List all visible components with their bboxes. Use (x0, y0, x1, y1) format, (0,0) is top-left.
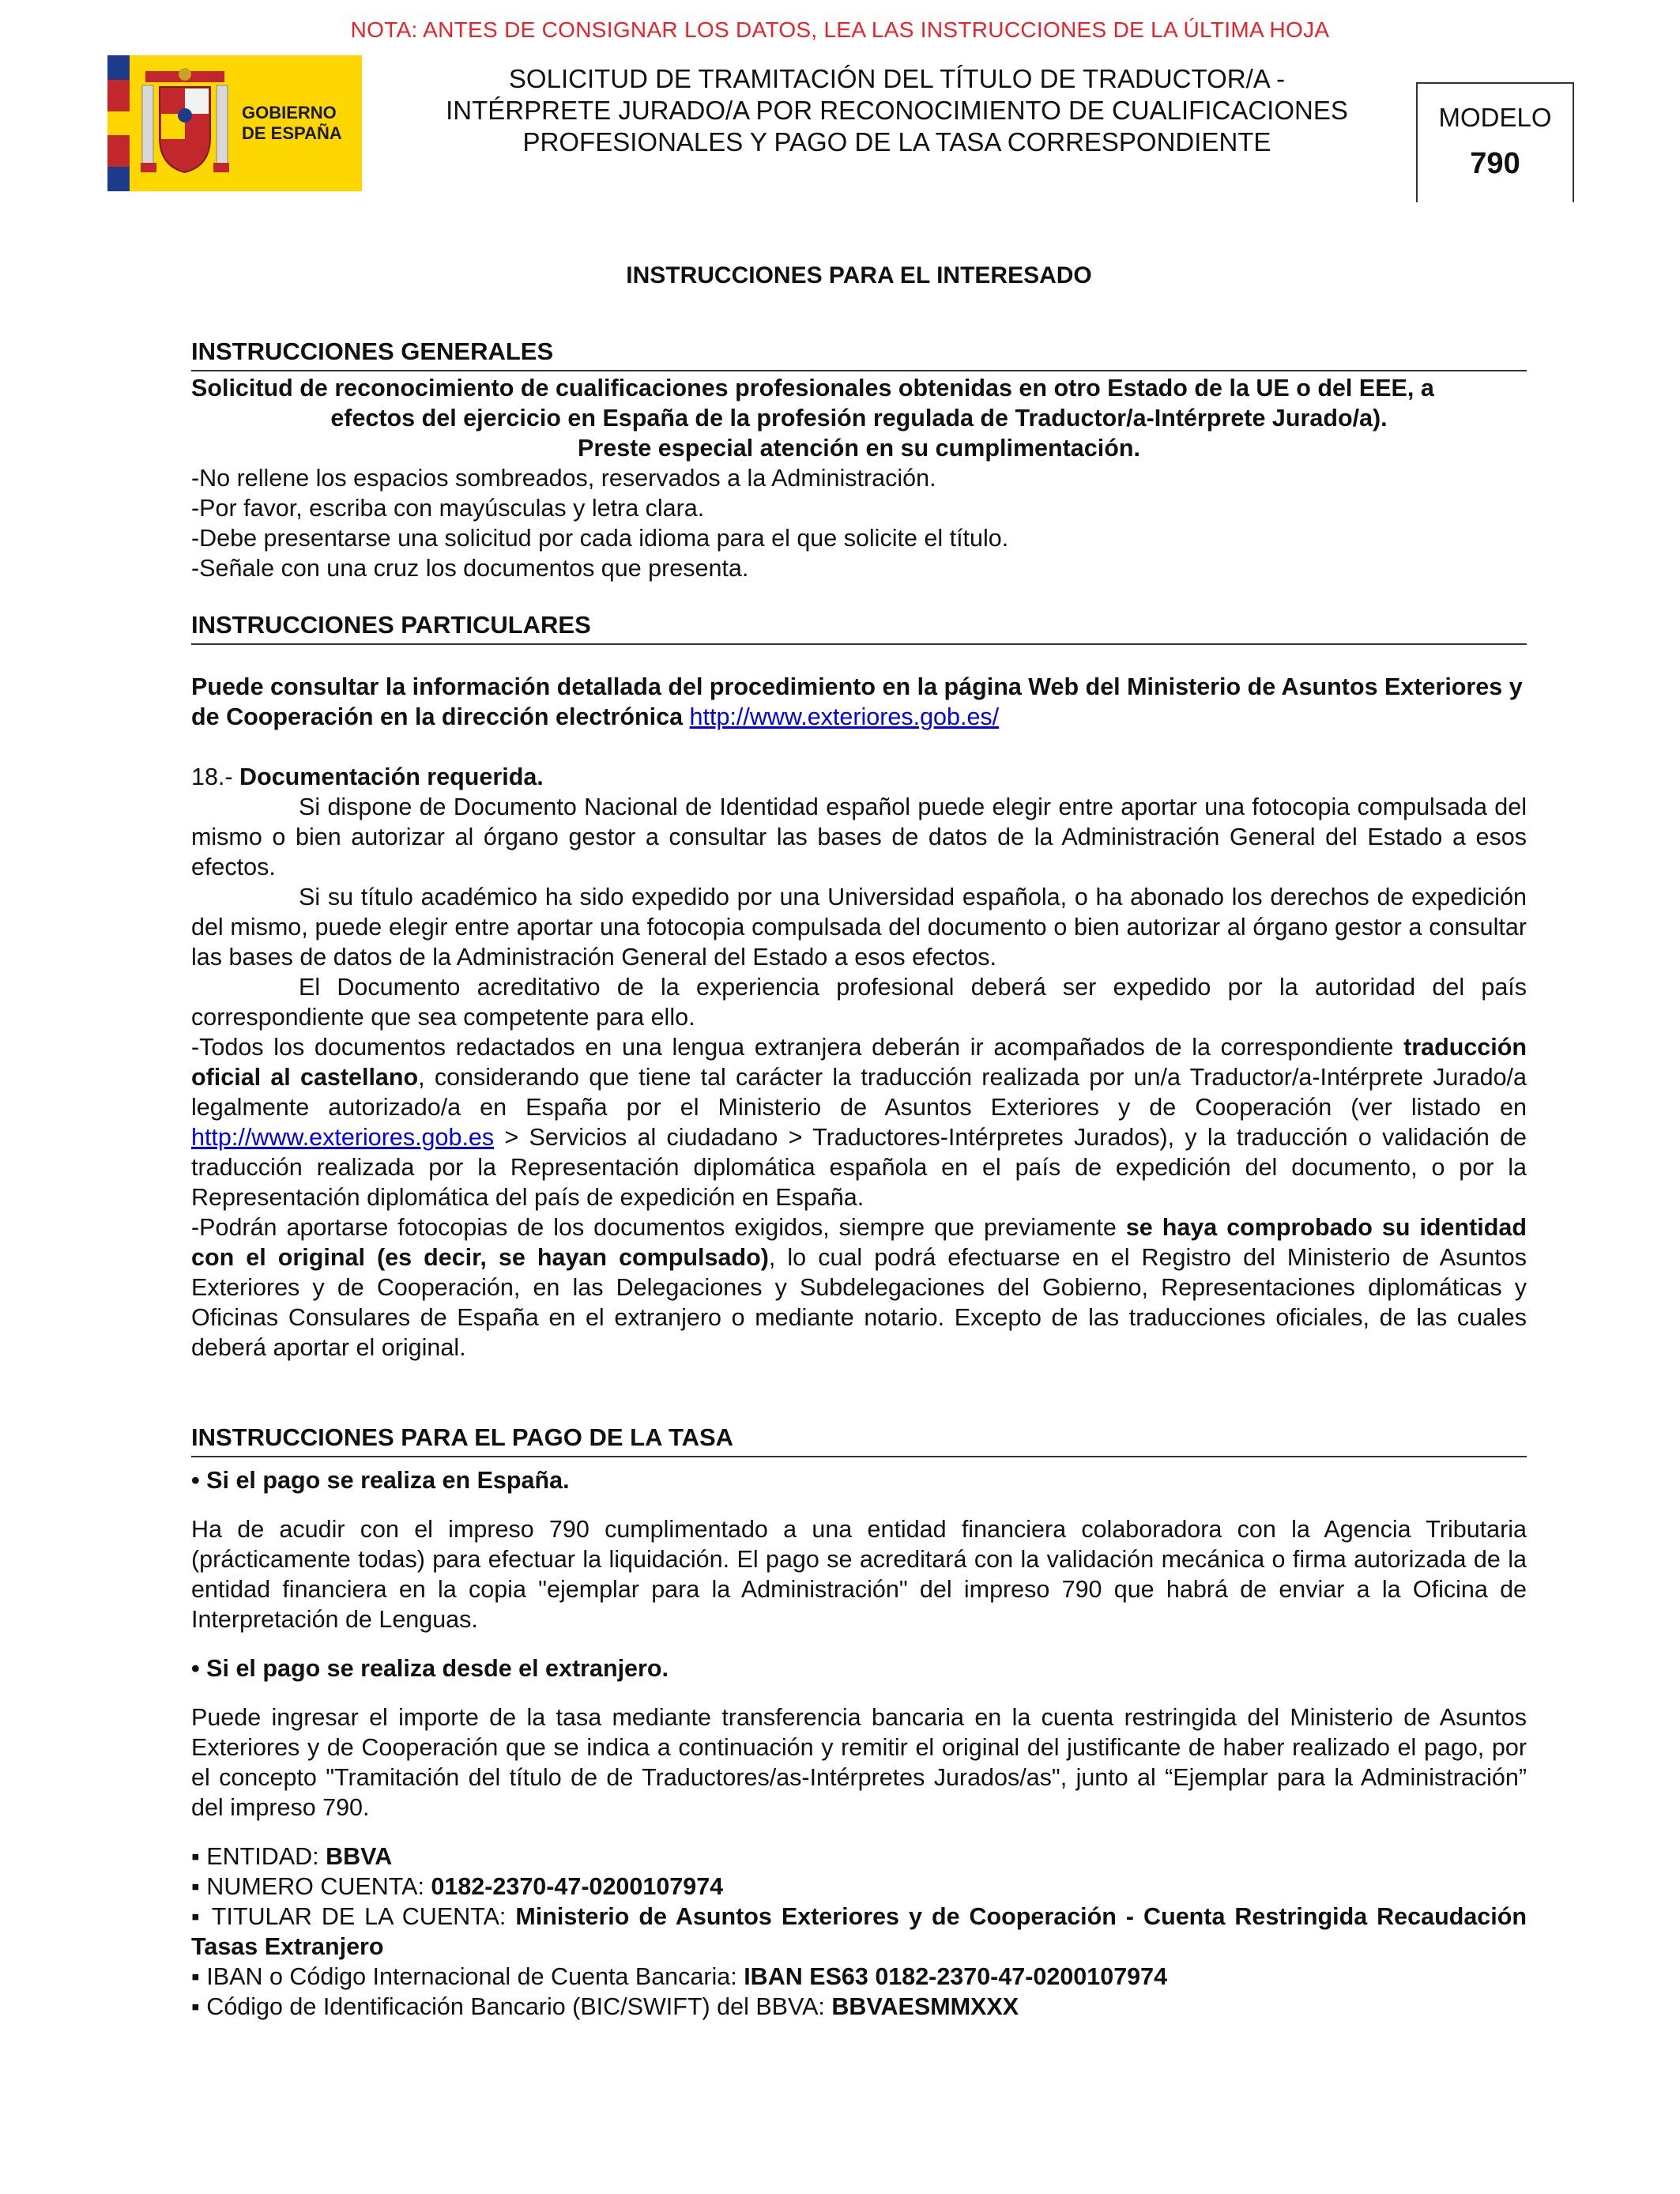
doc-paragraph: El Documento acreditativo de la experiencia profesional deberá ser expedido por la autoridad del país correspondiente que sea competente para ello. (191, 974, 1527, 1031)
flag-stripe (107, 55, 130, 191)
exteriores-link-2[interactable]: http://www.exteriores.gob.es (191, 1124, 495, 1151)
generales-item: -Señale con una cruz los documentos que presenta. (191, 555, 749, 582)
modelo-box (1416, 82, 1574, 202)
form-title-line: INTÉRPRETE JURADO/A POR RECONOCIMIENTO DE CUALIFICACIONES (446, 96, 1348, 125)
logo-text-line2: DE ESPAÑA (242, 123, 342, 143)
logo-text-line1: GOBIERNO (242, 103, 337, 123)
section-heading-generales: INSTRUCCIONES GENERALES (191, 337, 1527, 371)
doc-paragraph: Si dispone de Documento Nacional de Identidad español puede elegir entre aportar una fotocopia compulsada del mismo o bien autorizar al órgano gestor a consultar las bases de datos de la Administración General del Estado a esos efectos. (191, 794, 1527, 880)
generales-item: -Debe presentarse una solicitud por cada idioma para el que solicite el título. (191, 525, 1009, 552)
bank-label: NUMERO CUENTA: (206, 1873, 431, 1900)
bank-value: BBVA (326, 1843, 393, 1870)
generales-item: -Por favor, escriba con mayúsculas y letra clara. (191, 495, 705, 522)
form-title (387, 63, 1407, 158)
doc-heading (191, 762, 1527, 792)
form-title-line: SOLICITUD DE TRAMITACIÓN DEL TÍTULO DE TRADUCTOR/A - (508, 64, 1286, 93)
generales-bold-line: Solicitud de reconocimiento de cualificaciones profesionales obtenidas en otro Estado de la UE o del EEE, a (191, 375, 1434, 401)
bank-item (191, 1962, 1527, 1992)
doc-text-bold: traducción oficial al castellano (191, 1034, 1527, 1091)
instructions-body (191, 261, 1527, 2022)
bank-label: Código de Identificación Bancario (BIC/SWIFT) del BBVA: (206, 1993, 832, 2020)
section-heading-particulares: INSTRUCCIONES PARTICULARES (191, 610, 1527, 645)
doc-heading-text: Documentación requerida. (239, 763, 544, 790)
pago-extranjero-text: Puede ingresar el importe de la tasa mediante transferencia bancaria en la cuenta restringida del Ministerio de Asuntos Exteriores y de Cooperación que se indica a continuación y remitir el original del justificante de haber realizado el pago, por el concepto "Tramitación del título de de Traductores/as-Intérpretes Jurados/as", junto al “Ejemplar para la Administración” del impreso 790. (191, 1704, 1527, 1821)
bank-label: ENTIDAD: (206, 1843, 326, 1870)
bank-label: IBAN o Código Internacional de Cuenta Bancaria: (206, 1963, 744, 1990)
doc-text: > Servicios al ciudadano > Traductores-Intérpretes Jurados), y la traducción o validación de traducción realizada por la Representación diplomática española en el país de expedición del documento, o por la Representación diplomática del país de expedición en España. (191, 1124, 1527, 1211)
bank-value: Ministerio de Asuntos Exteriores y de Cooperación - Cuenta Restringida Recaudación Tasas Extranjero (191, 1903, 1527, 1960)
doc-number: 18.- (191, 763, 233, 790)
generales-item: -No rellene los espacios sombreados, reservados a la Administración. (191, 465, 936, 492)
generales-bold-line: Preste especial atención en su cumplimentación. (578, 435, 1140, 462)
logo-text (242, 103, 342, 144)
doc-paragraph: Si su título académico ha sido expedido por una Universidad española, o ha abonado los derechos de expedición del mismo, puede elegir entre aportar una fotocopia compulsada del documento o bien autorizar al órgano gestor a consultar las bases de datos de la Administración General del Estado a esos efectos. (191, 884, 1527, 971)
gobierno-de-espana-logo (107, 55, 362, 191)
particulares-intro-text: Puede consultar la información detallada del procedimiento en la página Web del Ministerio de Asuntos Exteriores y de Cooperación en la dirección electrónica (191, 673, 1523, 730)
doc-text-bold: se haya comprobado su identidad con el original (es decir, se hayan compulsado) (191, 1214, 1527, 1271)
bank-label: TITULAR DE LA CUENTA: (211, 1903, 516, 1930)
doc-text: , lo cual podrá efectuarse en el Registro del Ministerio de Asuntos Exteriores y de Cooperación, en las Delegaciones y Subdelegaciones del Gobierno, Representaciones diplomáticas y Oficinas Consulares de España en el extranjero o mediante notario. Excepto de las traducciones oficiales, de las cuales deberá aportar el original. (191, 1244, 1527, 1361)
doc-text: -Todos los documentos redactados en una lengua extranjera deberán ir acompañados de la correspondiente (191, 1034, 1394, 1061)
generales-bold-line: efectos del ejercicio en España de la profesión regulada de Traductor/a-Intérprete Jurado/a). (330, 405, 1388, 432)
bank-item (191, 1872, 1527, 1902)
doc-paragraph (191, 1032, 1527, 1212)
bank-item (191, 1842, 1527, 1872)
modelo-number: 790 (1470, 147, 1520, 180)
section-heading-pago: INSTRUCCIONES PARA EL PAGO DE LA TASA (191, 1423, 1527, 1457)
doc-text: , considerando que tiene tal carácter la traducción realizada por un/a Traductor/a-Intérprete Jurado/a legalmente autorizado/a en España por el Ministerio de Asuntos Exteriores y de Cooperación (ver listado en (191, 1064, 1527, 1121)
bank-item (191, 1992, 1527, 2022)
top-note: NOTA: ANTES DE CONSIGNAR LOS DATOS, LEA LAS INSTRUCCIONES DE LA ÚLTIMA HOJA (350, 17, 1330, 42)
coat-of-arms-icon (137, 68, 232, 179)
pago-extranjero-heading: • Si el pago se realiza desde el extranjero. (191, 1655, 669, 1682)
bank-item (191, 1902, 1527, 1962)
bank-value: 0182-2370-47-0200107974 (431, 1873, 724, 1900)
pago-espana-heading: • Si el pago se realiza en España. (191, 1467, 570, 1494)
particulares-intro (191, 672, 1527, 732)
doc-paragraph (191, 1212, 1527, 1363)
modelo-label: MODELO (1438, 103, 1552, 132)
exteriores-link[interactable]: http://www.exteriores.gob.es/ (689, 703, 1000, 730)
doc-text: -Podrán aportarse fotocopias de los documentos exigidos, siempre que previamente (191, 1214, 1117, 1241)
pago-espana-text: Ha de acudir con el impreso 790 cumplimentado a una entidad financiera colaboradora con la Agencia Tributaria (prácticamente todas) para efectuar la liquidación. El pago se acreditará con la validación mecánica o firma autorizada de la entidad financiera en la copia "ejemplar para la Administración" del impreso 790 que habrá de enviar a la Oficina de Interpretación de Lenguas. (191, 1516, 1527, 1633)
page-title: INSTRUCCIONES PARA EL INTERESADO (626, 262, 1092, 288)
bank-value: BBVAESMMXXX (831, 1993, 1019, 2020)
form-title-line: PROFESIONALES Y PAGO DE LA TASA CORRESPONDIENTE (522, 127, 1271, 156)
bank-value: IBAN ES63 0182-2370-47-0200107974 (744, 1963, 1168, 1990)
